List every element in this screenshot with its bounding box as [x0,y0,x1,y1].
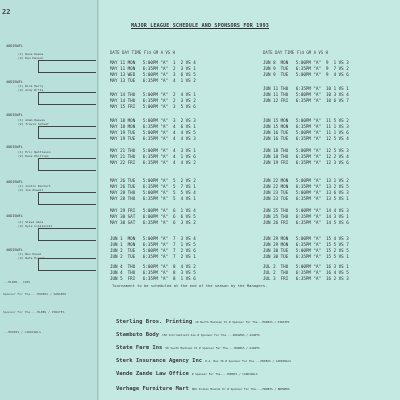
schedule-row: MAY 21 THU 6:35PM "A" 4 1 VS 6 [110,154,196,159]
sponsor-details: # Sponsor For The....MUDBIS / CARDINALS [191,372,258,376]
bracket-line [38,138,96,139]
bracket-entry: (2) Andy Brite [18,88,44,92]
sponsor-details: P.A. Box 36 # Sponsor For The....MUDBIS / CARDINALS [205,359,291,363]
schedule-row: MAY 14 THU 6:35PM "A" 2 3 VS 2 [110,98,196,103]
bracket-line [38,158,96,159]
bracket-entry: (1) Steve Amos [18,220,44,224]
left-note: Sponsor For The....MLBBS / PIRATES [3,310,65,314]
sponsor-entry [116,375,290,394]
bracket-entry: (1) Justin Kontert [18,184,51,188]
schedule-row: MAY 30 SAT 6:35PM "A" 6 3 VS 2 [110,220,196,225]
schedule-row: JUN 12 FRI 6:35PM "A" 10 6 VS 7 [263,98,349,103]
bracket-line [38,204,96,205]
round-label: 40DISWFL [6,248,23,252]
round-label: 40DISWFL [6,214,23,218]
bracket-entry: (2) Joe Powell [18,188,44,192]
sponsor-name: Sterk Insurance Agency Inc [116,358,203,364]
bracket-entry: (2) Dan Hanson [18,56,44,60]
schedule-row: JUN 9 TUE 6:35PM "A" 9 7 VS 2 [263,66,349,71]
schedule-row: MAY 26 TUE 5:00PM "A" 5 2 VS 2 [110,178,196,183]
round-label: 40DISWFL [6,44,23,48]
schedule-row: JUN 16 TUE 5:00PM "A" 11 1 VS 6 [263,130,349,135]
schedule-row: MAY 13 WED 5:00PM "A" 3 6 VS 5 [110,72,196,77]
schedule-row: MAY 15 FRI 5:00PM "A" 3 5 VS 6 [110,104,196,109]
schedule-row: JUN 15 MON 5:00PM "A" 11 5 VS 2 [263,118,349,123]
schedule-row: JUN 22 MON 5:00PM "A" 13 1 VS 2 [263,178,349,183]
schedule-row: JUN 5 FRI 6:35PM "A" 8 1 VS 6 [110,276,196,281]
sponsor-name: Verhage Furniture Mart [116,386,189,392]
bracket-line [38,72,96,73]
sponsor-name: Stambuto Body [116,332,160,338]
schedule-row: JUN 30 TUE 5:00PM "A" 15 2 VS 5 [263,248,349,253]
bracket-line [38,270,96,271]
sponsor-details: 58 South Madison St # Sponsor For The....MUDBIS / GIANTS [165,346,260,350]
schedule-row: JUN 30 TUE 6:35PM "A" 15 5 VS 1 [263,254,349,259]
schedule-row: MAY 28 THU 5:00PM "A" 5 5 VS 4 [110,190,196,195]
left-note: ...MUDBIS / CARDINALS [3,330,41,334]
sponsor-details: 866 Indian Mounds Dr # Sponsor For The....MUDBIS / BREWERS [191,387,290,391]
schedule-row: MAY 18 MON 6:35PM "A" 4 6 VS 1 [110,124,196,129]
schedule-row: JUN 2 TUE 5:00PM "A" 7 2 VS 6 [110,248,196,253]
bracket-line [38,60,96,61]
schedule-row: JUN 11 THU 5:00PM "A" 10 3 VS 4 [263,92,349,97]
round-label: 40DISWFL [6,180,23,184]
schedule-row: JUL 3 FRI 6:35PM "A" 16 2 VS 3 [263,276,349,281]
schedule-row: MAY 29 FRI 5:00PM "A" 6 1 VS 4 [110,208,196,213]
bracket-entry: (1) Rick Perry [18,84,44,88]
bracket-entry: (1) Eric Nettleson [18,150,51,154]
schedule-row: MAY 26 TUE 6:35PM "A" 5 7 VS 1 [110,184,196,189]
left-note: Sponsor For The....MUDBIS / RANGERS [3,292,67,296]
bracket-line [38,228,96,229]
schedule-row: JUN 25 THU 6:35PM "A" 14 3 VS 1 [263,214,349,219]
schedule-row: JUN 4 THU 6:35PM "A" 8 3 VS 5 [110,270,196,275]
schedule-row: JUN 9 TUE 5:00PM "A" 9 4 VS 6 [263,72,349,77]
bracket-line [38,240,96,241]
bracket-entry: (1) Dave Keene [18,52,44,56]
schedule-row: JUN 23 TUE 5:00PM "A" 13 6 VS 3 [263,190,349,195]
schedule-row: JUL 2 THU 6:35PM "A" 16 4 VS 5 [263,270,349,275]
bracket-entry: (2) Nate Powell [18,256,46,260]
schedule-row: JUL 2 THU 5:00PM "A" 16 3 VS 1 [263,264,349,269]
bracket-entry: (2) Kyle Lipszenski [18,224,53,228]
schedule-row: JUN 23 TUE 6:35PM "A" 13 5 VS 1 [263,196,349,201]
page-number: 22 [2,8,11,16]
bracket-line [38,170,96,171]
left-page [0,0,97,400]
schedule-row: MAY 19 TUE 6:35PM "A" 4 4 VS 3 [110,136,196,141]
bracket-line [38,192,96,193]
sponsor-name: Vande Zande Law Office [116,371,189,377]
schedule-header-left: DATE DAY TIME Fld GM A VS H [110,50,176,55]
bracket-line [38,192,39,204]
bracket-line [38,126,96,127]
bracket-line [38,126,39,138]
bracket-line [38,92,96,93]
round-label: 40DISWFL [6,113,23,117]
sponsor-name: State Farm Ins [116,345,163,351]
bracket-entry: (1) Adam Reeves [18,118,46,122]
schedule-row: JUN 2 TUE 6:35PM "A" 7 2 VS 1 [110,254,196,259]
sponsor-details: 18 North Madison St # Sponsor For The...MUDBIS / PIRATES [195,320,290,324]
schedule-row: JUN 1 MON 5:00PM "A" 7 3 VS 4 [110,236,196,241]
schedule-row: MAY 28 THU 6:35PM "A" 5 4 VS 1 [110,196,196,201]
schedule-row: MAY 19 TUE 5:00PM "A" 4 4 VS 5 [110,130,196,135]
schedule-row: MAY 21 THU 5:00PM "A" 4 3 VS 1 [110,148,196,153]
bracket-line [38,158,39,170]
schedule-row: JUN 19 FRI 6:35PM "A" 12 3 VS 6 [263,160,349,165]
schedule-row: MAY 18 MON 5:00PM "A" 3 2 VS 3 [110,118,196,123]
schedule-row: JUN 25 THU 5:00PM "A" 14 4 VS 3 [263,208,349,213]
schedule-row: JUN 29 MON 5:00PM "A" 15 4 VS 3 [263,236,349,241]
schedule-row: JUN 18 THU 5:00PM "A" 12 5 VS 3 [263,148,349,153]
schedule-row: JUN 8 MON 5:00PM "A" 9 1 VS 3 [263,60,349,65]
schedule-row: MAY 30 SAT 6:00PM "A" 6 6 VS 5 [110,214,196,219]
round-label: 40DISWFL [6,145,23,149]
bracket-line [38,104,96,105]
bracket-entry: (2) Dave Phillips [18,154,49,158]
schedule-row: JUN 26 FRI 6:35PM "A" 14 5 VS 6 [263,220,349,225]
bracket-line [38,258,96,259]
round-label: 40DISWFL [6,80,23,84]
schedule-row: JUN 16 TUE 6:35PM "A" 12 5 VS 4 [263,136,349,141]
left-note: ...MLBBS - 1985 [3,280,31,284]
schedule-row: JUN 29 MON 6:35PM "A" 15 5 VS 7 [263,242,349,247]
schedule-row: JUN 11 THU 6:35PM "A" 10 1 VS 1 [263,86,349,91]
bracket-line [38,228,39,240]
schedule-row: MAY 22 FRI 6:35PM "A" 4 4 VS 2 [110,160,196,165]
schedule-row: JUN 18 THU 6:35PM "A" 12 2 VS 4 [263,154,349,159]
schedule-row: JUN 15 MON 6:35PM "A" 11 1 VS 3 [263,124,349,129]
schedule-row: JUN 22 MON 6:35PM "A" 13 2 VS 5 [263,184,349,189]
tournament-note: Tournament to be scheduled at the end of the season by the Managers. [112,283,268,288]
schedule-title: MAJOR LEAGUE SCHEDULE AND SPONSORS FOR 1993 [130,23,270,29]
sponsor-details: 150 Schrimshield Ave # Sponsor For The....DODGERS / GIANTS [162,333,260,337]
sponsor-name: Sterling Bros. Printing [116,319,193,325]
bracket-line [38,92,39,104]
schedule-row: JUN 4 THU 5:00PM "A" 8 4 VS 2 [110,264,196,269]
schedule-row: MAY 13 TUE 6:35PM "A" 4 1 VS 2 [110,78,196,83]
schedule-header-right: DATE DAY TIME Fld GM A VS H [263,50,329,55]
bracket-entry: (2) Travis Schaaf [18,122,49,126]
bracket-line [38,60,39,72]
bracket-entry: (1) Ben Kowal [18,252,42,256]
schedule-row: MAY 11 MON 5:00PM "A" 1 2 VS 4 [110,60,196,65]
schedule-row: JUN 1 MON 6:35PM "A" 7 1 VS 5 [110,242,196,247]
schedule-row: MAY 14 THU 5:00PM "A" 2 4 VS 1 [110,92,196,97]
schedule-row: MAY 11 MON 6:35PM "A" 2 3 VS 1 [110,66,196,71]
